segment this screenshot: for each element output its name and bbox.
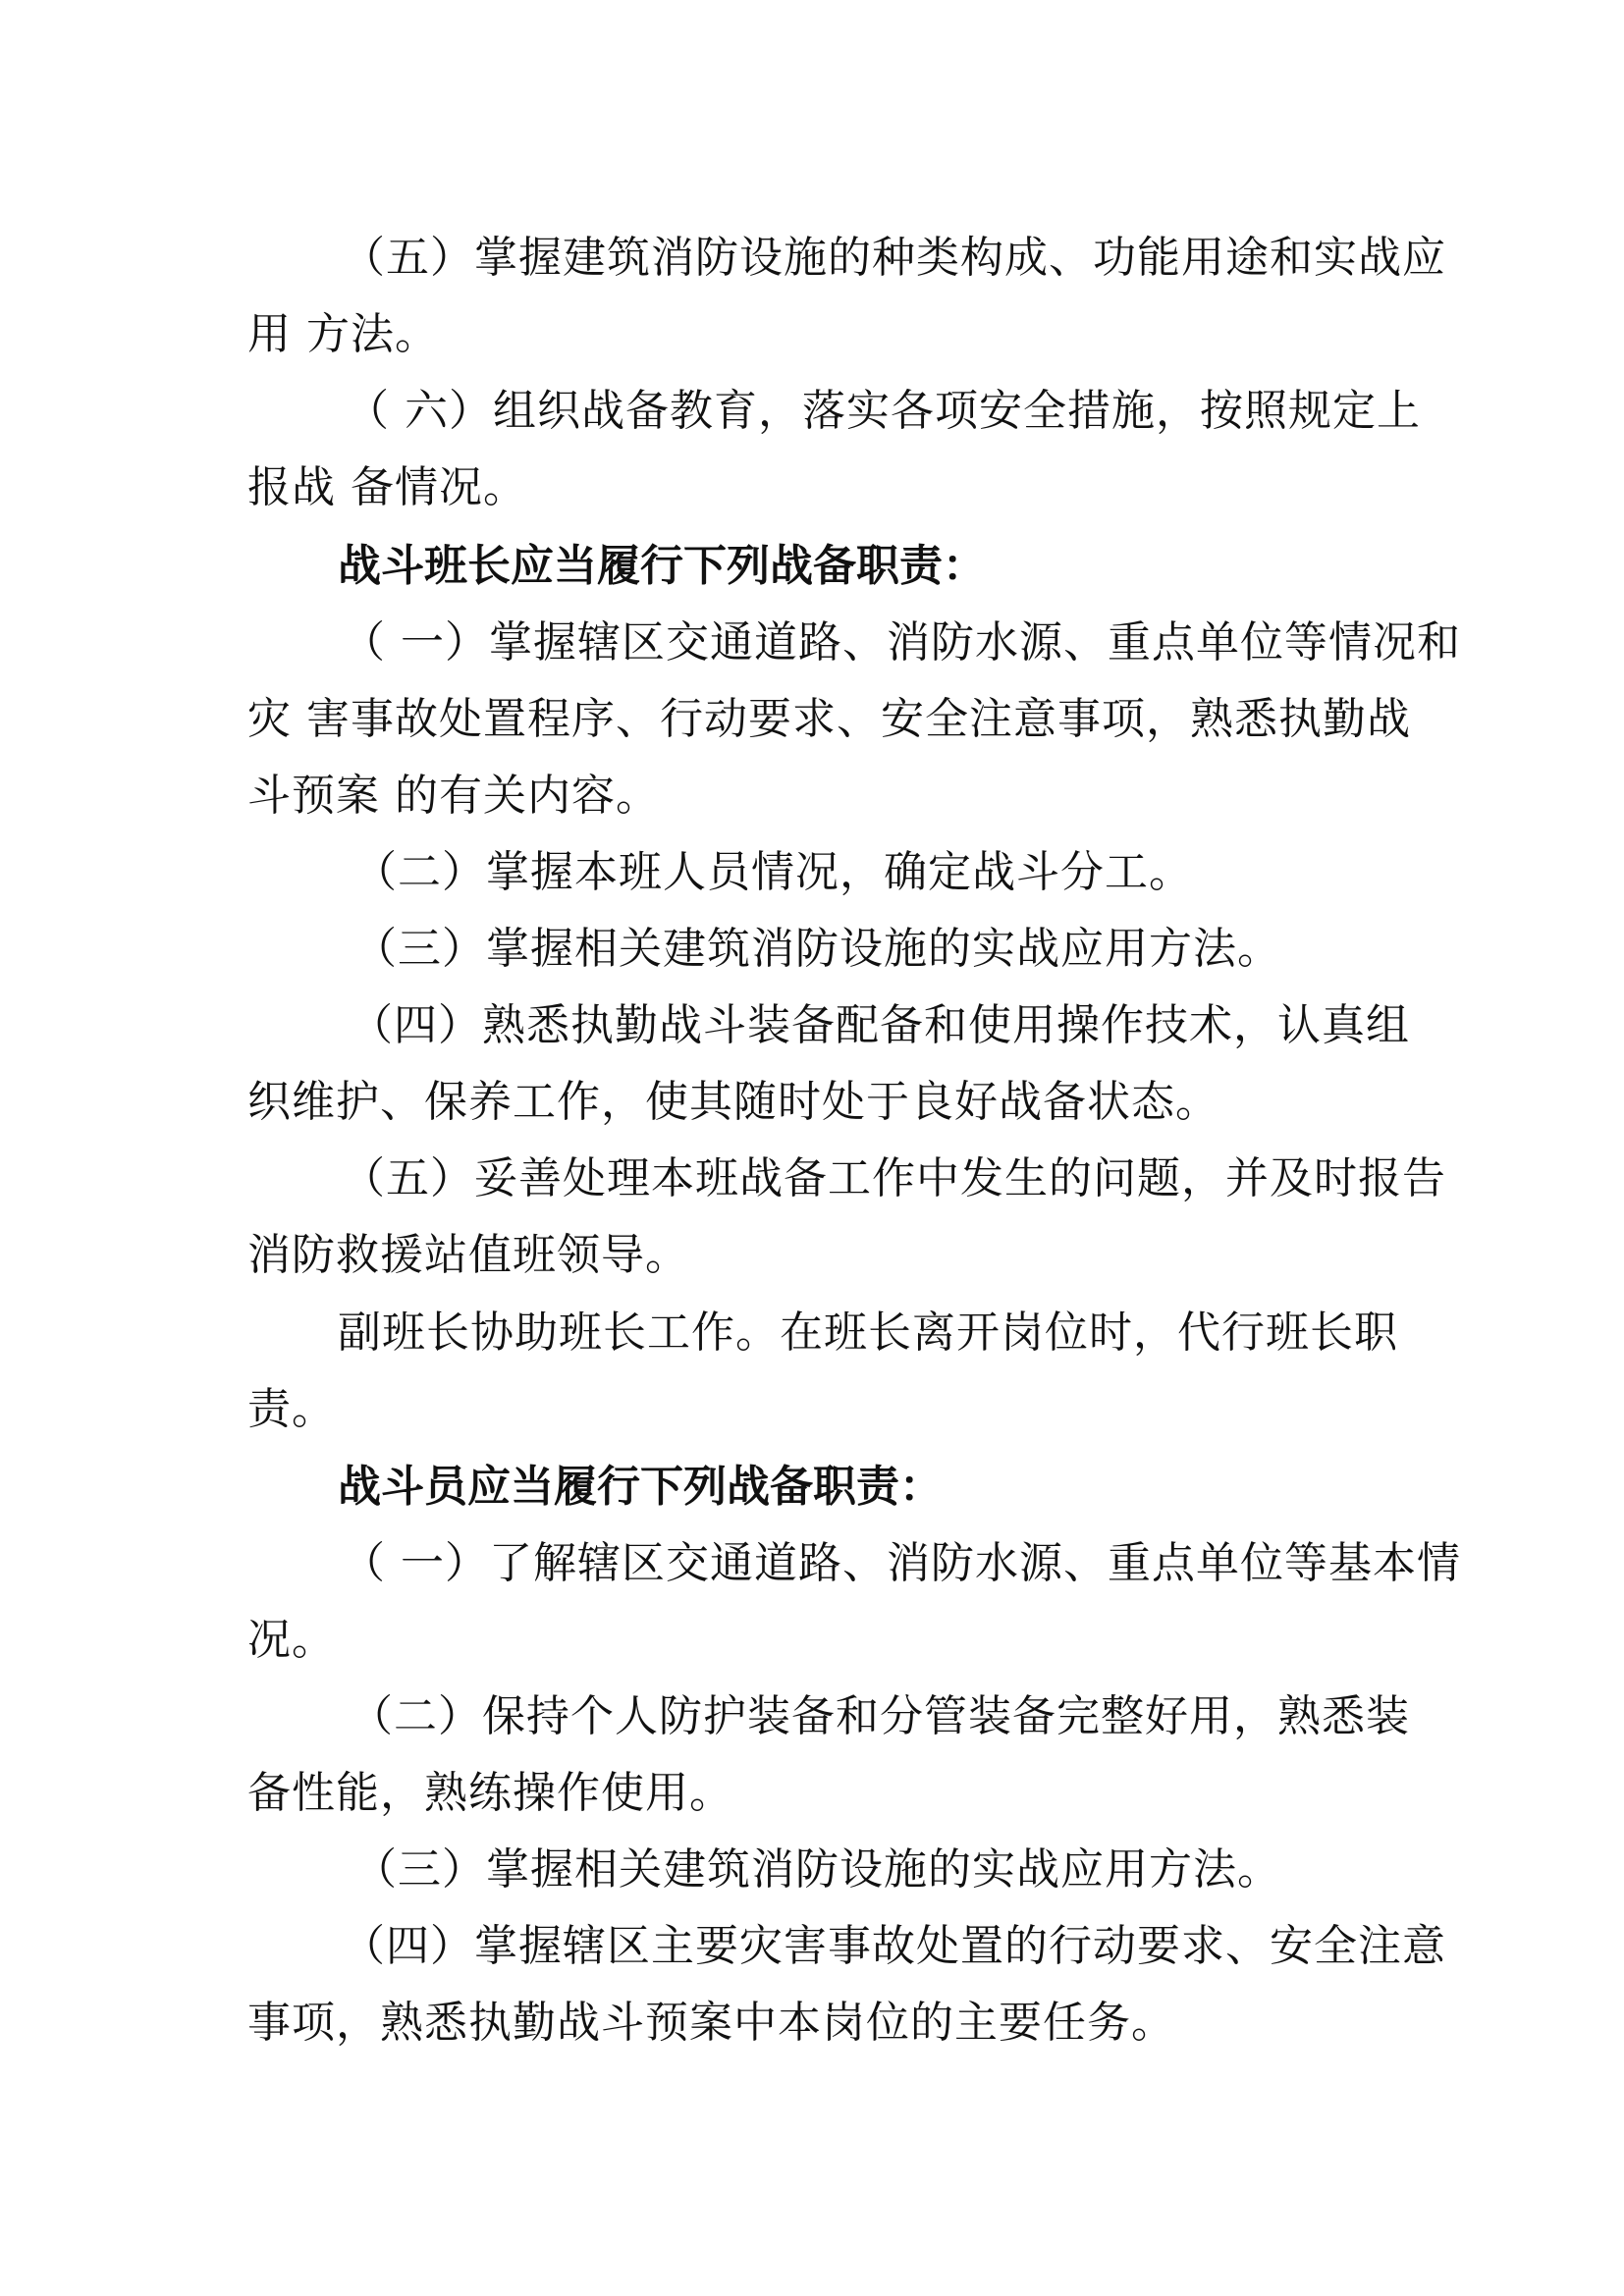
paragraph-line: （ 六）组织战备教育，落实各项安全措施，按照规定上 — [346, 386, 1421, 436]
paragraph-line: （五）掌握建筑消防设施的种类构成、功能用途和实战应 — [342, 233, 1446, 283]
paragraph-line: （三）掌握相关建筑消防设施的实战应用方法。 — [353, 1844, 1281, 1895]
paragraph-line: 事项，熟悉执勤战斗预案中本岗位的主要任务。 — [247, 1998, 1175, 2048]
paragraph-line: 副班长协助班长工作。在班长离开岗位时，代行班长职 — [338, 1308, 1398, 1358]
paragraph-line: 备性能，熟练操作使用。 — [247, 1768, 733, 1818]
paragraph-line: 报战 备情况。 — [247, 462, 527, 512]
paragraph-line: （ 一）了解辖区交通道路、消防水源、重点单位等基本情 — [342, 1538, 1461, 1588]
paragraph-line: 责。 — [247, 1384, 336, 1434]
paragraph-line: 织维护、保养工作，使其随时处于良好战备状态。 — [247, 1077, 1219, 1127]
section-heading: 战斗员应当履行下列战备职责： — [338, 1462, 943, 1512]
paragraph-line: 灾 害事故处置程序、行动要求、安全注意事项，熟悉执勤战 — [247, 694, 1411, 744]
paragraph-line: （四）熟悉执勤战斗装备配备和使用操作技术，认真组 — [350, 1000, 1410, 1050]
paragraph-line: 斗预案 的有关内容。 — [247, 771, 660, 821]
paragraph-line: （三）掌握相关建筑消防设施的实战应用方法。 — [353, 924, 1281, 974]
paragraph-line: （ 一）掌握辖区交通道路、消防水源、重点单位等情况和 — [342, 617, 1461, 667]
section-heading: 战斗班长应当履行下列战备职责： — [338, 541, 986, 591]
paragraph-line: （五）妥善处理本班战备工作中发生的问题，并及时报告 — [342, 1153, 1446, 1203]
paragraph-line: （四）掌握辖区主要灾害事故处置的行动要求、安全注意 — [342, 1921, 1446, 1971]
paragraph-line: 用 方法。 — [247, 309, 439, 359]
paragraph-line: （二）保持个人防护装备和分管装备完整好用，熟悉装 — [350, 1691, 1410, 1741]
paragraph-line: （二）掌握本班人员情况，确定战斗分工。 — [353, 847, 1193, 897]
paragraph-line: 况。 — [247, 1615, 336, 1665]
paragraph-line: 消防救援站值班领导。 — [247, 1230, 689, 1280]
